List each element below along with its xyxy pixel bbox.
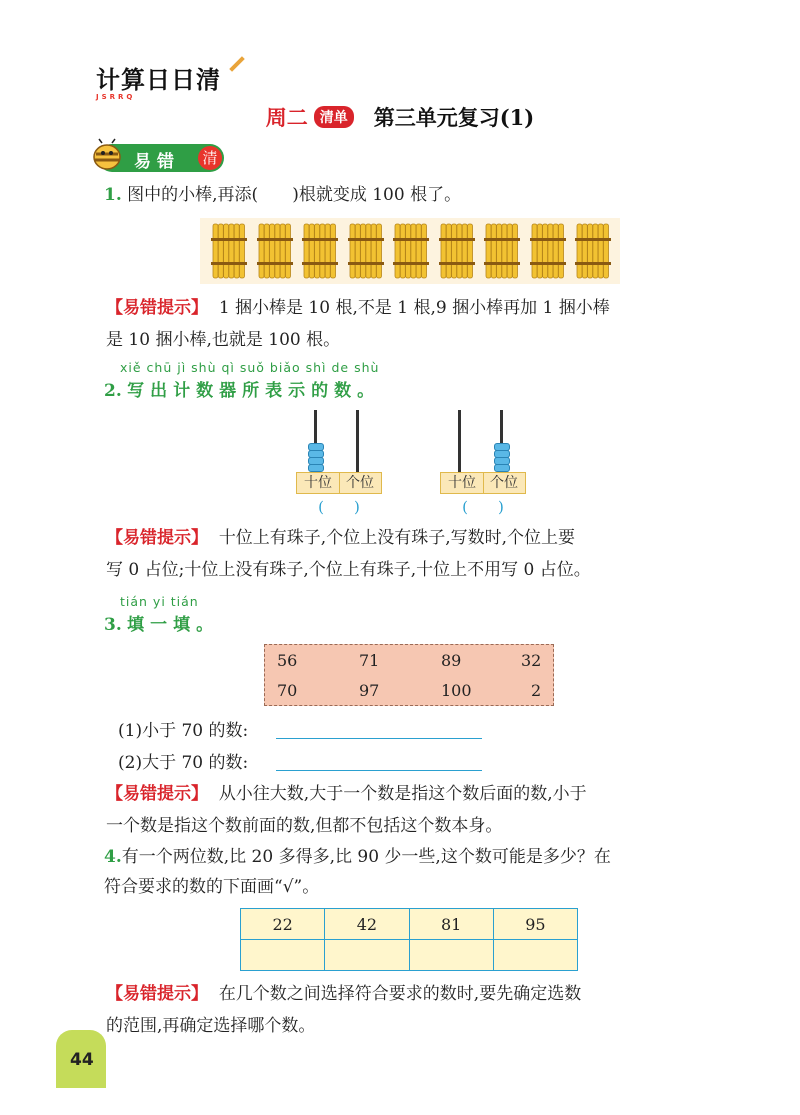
q3-answer-line1[interactable] xyxy=(276,738,482,739)
stick-bundle-icon xyxy=(256,222,294,280)
check-cell[interactable] xyxy=(241,940,325,971)
bead xyxy=(308,450,324,458)
q4-options-table xyxy=(240,908,578,971)
q3-hint xyxy=(106,778,716,842)
hint-tag: 【易错提示】 xyxy=(106,984,208,1004)
bead xyxy=(494,464,510,472)
option-cell: 81 xyxy=(409,909,493,940)
stick-bundle-icon xyxy=(438,222,476,280)
page-number-tab xyxy=(56,1030,106,1088)
tens-label: 十位 xyxy=(297,473,340,493)
q3-item1: (1)小于 70 的数: xyxy=(118,721,249,741)
q3-number: 3. xyxy=(104,615,122,635)
abacus-1-base xyxy=(296,472,382,494)
q1-text xyxy=(104,180,461,210)
number-cell: 32 xyxy=(521,651,542,670)
q1-hint xyxy=(106,292,716,356)
abacus-2-base xyxy=(440,472,526,494)
q3-heading xyxy=(104,610,219,640)
ones-label: 个位 xyxy=(490,475,518,491)
q4-number: 4. xyxy=(104,847,122,867)
q2-hint-line1: 十位上有珠子,个位上没有珠子,写数时,个位上要 xyxy=(218,528,576,548)
bead xyxy=(308,457,324,465)
q3-answer-line2[interactable] xyxy=(276,770,482,771)
q3-title: 填一填。 xyxy=(127,615,220,635)
abacus-2 xyxy=(440,410,526,520)
q2-number: 2. xyxy=(104,381,122,401)
q1-hint-line2: 是 10 捆小棒,也就是 100 根。 xyxy=(106,330,341,350)
q4-text xyxy=(104,842,724,902)
pen-icon xyxy=(229,56,245,72)
hint-tag: 【易错提示】 xyxy=(106,298,208,318)
brand-text: 计算日日清 xyxy=(96,66,221,94)
abacus-1-ones-rod xyxy=(356,410,359,472)
stick-bundle-icon xyxy=(347,222,385,280)
stick-bundle-icon xyxy=(483,222,521,280)
abacus-2-answer[interactable]: ( ) xyxy=(462,498,504,516)
number-cell: 70 xyxy=(277,681,298,700)
ones-label: 个位 xyxy=(346,475,374,491)
number-cell: 89 xyxy=(441,651,462,670)
q2-title: 写出计数器所表示的数。 xyxy=(127,381,381,401)
number-cell: 56 xyxy=(277,651,298,670)
brand-sub: JSRRQ xyxy=(96,93,136,101)
q3-item2: (2)大于 70 的数: xyxy=(118,753,249,773)
number-cell: 71 xyxy=(359,651,380,670)
abacus-1 xyxy=(296,410,382,520)
q3-hint-line1: 从小往大数,大于一个数是指这个数后面的数,小于 xyxy=(218,784,587,804)
check-cell[interactable] xyxy=(325,940,409,971)
option-cell: 95 xyxy=(493,909,577,940)
number-cell: 2 xyxy=(531,681,542,700)
bee-icon xyxy=(90,138,124,172)
q3-hint-line2: 一个数是指这个数前面的数,但都不包括这个数本身。 xyxy=(106,816,503,836)
q2-hint-line2: 写 0 占位;十位上没有珠子,个位上有珠子,十位上不用写 0 占位。 xyxy=(106,560,591,580)
q4-hint-line2: 的范围,再确定选择哪个数。 xyxy=(106,1016,316,1036)
number-cell: 100 xyxy=(441,681,472,700)
bead xyxy=(308,464,324,472)
q1-number: 1. xyxy=(104,185,122,205)
hint-tag: 【易错提示】 xyxy=(106,784,208,804)
option-cell: 22 xyxy=(241,909,325,940)
stick-bundle-icon xyxy=(210,222,248,280)
bead xyxy=(308,443,324,451)
day-label: 周二 xyxy=(265,105,308,130)
q4-line2: 符合要求的数的下面画“√”。 xyxy=(104,877,320,897)
q4-hint-line1: 在几个数之间选择符合要求的数时,要先确定选数 xyxy=(218,984,582,1004)
hint-tag: 【易错提示】 xyxy=(106,528,208,548)
brand-logo xyxy=(96,60,221,101)
abacus-1-answer[interactable]: ( ) xyxy=(318,498,360,516)
number-box xyxy=(264,644,554,706)
bead xyxy=(494,450,510,458)
q1-text-after: )根就变成 100 根了。 xyxy=(292,185,462,205)
stick-bundle-icon xyxy=(574,222,612,280)
check-cell[interactable] xyxy=(493,940,577,971)
bead xyxy=(494,457,510,465)
q1-text-before: 图中的小棒,再添( xyxy=(127,185,259,205)
option-cell: 42 xyxy=(325,909,409,940)
bead xyxy=(494,443,510,451)
section-label: 易错 xyxy=(134,152,180,172)
q2-hint xyxy=(106,522,716,586)
q4-hint xyxy=(106,978,716,1042)
stick-bundles-image xyxy=(200,218,620,284)
page-headline xyxy=(0,102,800,132)
check-cell[interactable] xyxy=(409,940,493,971)
page-title: 第三单元复习(1) xyxy=(373,105,535,130)
q3-pinyin: tián yi tián xyxy=(120,594,199,609)
tens-label: 十位 xyxy=(441,473,484,493)
page-number: 44 xyxy=(70,1050,94,1070)
section-badge: 清 xyxy=(198,146,222,170)
stick-bundle-icon xyxy=(392,222,430,280)
list-badge: 清单 xyxy=(314,106,354,128)
stick-bundle-icon xyxy=(529,222,567,280)
q1-hint-line1: 1 捆小棒是 10 根,不是 1 根,9 捆小棒再加 1 捆小棒 xyxy=(218,298,610,318)
stick-bundle-icon xyxy=(301,222,339,280)
abacus-2-tens-rod xyxy=(458,410,461,472)
number-cell: 97 xyxy=(359,681,380,700)
q1-answer-blank[interactable] xyxy=(258,185,292,205)
q4-line1: 有一个两位数,比 20 多得多,比 90 少一些,这个数可能是多少？在 xyxy=(121,847,611,867)
q2-pinyin: xiě chū jì shù qì suǒ biǎo shì de shù xyxy=(120,360,380,375)
q2-heading xyxy=(104,376,380,406)
